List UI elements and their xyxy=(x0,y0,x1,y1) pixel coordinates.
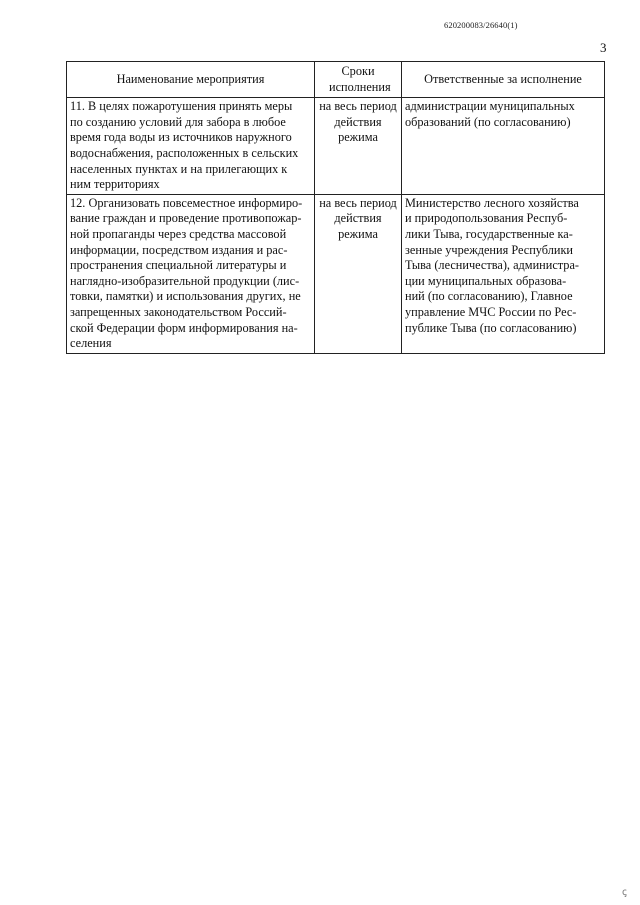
cell-text-line: селения xyxy=(70,336,112,351)
cell-measure-name xyxy=(67,98,315,195)
cell-deadline xyxy=(315,194,402,353)
cell-text-line: зенные учреждения Республики xyxy=(405,242,574,257)
header-deadline: Сроки исполнения xyxy=(315,62,402,98)
cell-text-line: запрещенных законодательством Россий- xyxy=(70,304,287,319)
measures-table xyxy=(66,61,605,354)
cell-measure-name xyxy=(67,194,315,353)
table-header-row xyxy=(67,62,605,98)
cell-text-line: ним территориях xyxy=(70,177,160,192)
cell-text-line: администрации муниципальных xyxy=(405,99,575,114)
cell-text-line: публике Тыва (по согласованию) xyxy=(405,320,577,335)
cell-text-line: режима xyxy=(338,226,378,241)
cell-text-line: на весь период xyxy=(319,99,397,114)
cell-text-line: наглядно-изобразительной продукции (лис- xyxy=(70,273,300,288)
cell-text-line: действия xyxy=(334,211,382,226)
cell-text-line: время года воды из источников наружного xyxy=(70,130,292,145)
cell-text-line: информации, посредством издания и рас- xyxy=(70,242,288,257)
cell-text-line: ний (по согласованию), Главное xyxy=(405,289,573,304)
cell-text-line: Тыва (лесничества), администра- xyxy=(405,258,579,273)
cell-text-line: режима xyxy=(338,130,378,145)
cell-responsible xyxy=(402,194,605,353)
cell-text-line: и природопользования Респуб- xyxy=(405,211,568,226)
cell-text-line: ской Федерации форм информирования на- xyxy=(70,320,298,335)
cell-responsible xyxy=(402,98,605,195)
cell-text-line: ции муниципальных образова- xyxy=(405,273,567,288)
header-responsible: Ответственные за исполнение xyxy=(402,62,605,98)
cell-text-line: населенных пунктах и на прилегающих к xyxy=(70,161,288,176)
header-measure-name: Наименование мероприятия xyxy=(67,62,315,98)
cell-text-line: действия xyxy=(334,114,382,129)
cell-text-line: вание граждан и проведение противопожар- xyxy=(70,211,302,226)
cell-text-line: ной пропаганды через средства массовой xyxy=(70,226,287,241)
table-row xyxy=(67,194,605,353)
cell-text-line: 12. Организовать повсеместное информиро- xyxy=(70,195,303,210)
cell-text-line: управление МЧС России по Рес- xyxy=(405,304,577,319)
cell-text-line: 11. В целях пожаротушения принять меры xyxy=(70,99,293,114)
cell-text-line: товки, памятки) и использования других, не xyxy=(70,289,301,304)
table-body xyxy=(67,98,605,354)
table-row xyxy=(67,98,605,195)
cell-text-line: лики Тыва, государственные ка- xyxy=(405,226,573,241)
cell-text-line: образований (по согласованию) xyxy=(405,114,571,129)
document-code: 620200083/26640(1) xyxy=(444,20,518,30)
cell-text-line: Министерство лесного хозяйства xyxy=(405,195,579,210)
cell-text-line: по созданию условий для забора в любое xyxy=(70,114,286,129)
cell-text-line: пространения специальной литературы и xyxy=(70,258,287,273)
page-number: 3 xyxy=(600,40,607,55)
cell-text-line: на весь период xyxy=(319,195,397,210)
cell-deadline xyxy=(315,98,402,195)
corner-mark: ꞔ xyxy=(622,887,627,898)
cell-text-line: водоснабжения, расположенных в сельских xyxy=(70,145,299,160)
